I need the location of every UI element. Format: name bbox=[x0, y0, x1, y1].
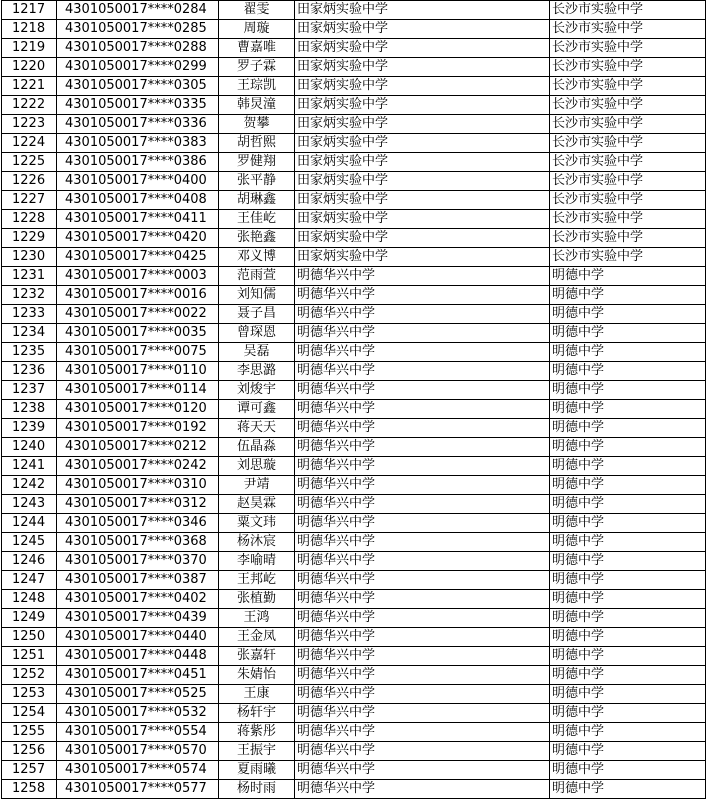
table-row bbox=[2, 77, 706, 96]
cell-number: 1242 bbox=[2, 476, 57, 495]
cell-admitted-school: 长沙市实验中学 bbox=[550, 172, 706, 191]
table-row bbox=[2, 286, 706, 305]
cell-school: 明德华兴中学 bbox=[295, 685, 550, 704]
cell-id: 4301050017****0192 bbox=[57, 419, 219, 438]
cell-name: 胡琳鑫 bbox=[219, 191, 295, 210]
table-row bbox=[2, 229, 706, 248]
cell-name: 王振宇 bbox=[219, 742, 295, 761]
cell-admitted-school: 明德中学 bbox=[550, 495, 706, 514]
table-row bbox=[2, 324, 706, 343]
cell-number: 1219 bbox=[2, 39, 57, 58]
cell-admitted-school: 明德中学 bbox=[550, 381, 706, 400]
table-row bbox=[2, 381, 706, 400]
cell-number: 1218 bbox=[2, 20, 57, 39]
table-row bbox=[2, 134, 706, 153]
cell-id: 4301050017****0577 bbox=[57, 780, 219, 799]
cell-id: 4301050017****0383 bbox=[57, 134, 219, 153]
cell-number: 1247 bbox=[2, 571, 57, 590]
cell-name: 张植勤 bbox=[219, 590, 295, 609]
cell-admitted-school: 明德中学 bbox=[550, 666, 706, 685]
cell-number: 1227 bbox=[2, 191, 57, 210]
cell-number: 1246 bbox=[2, 552, 57, 571]
cell-id: 4301050017****0420 bbox=[57, 229, 219, 248]
cell-admitted-school: 长沙市实验中学 bbox=[550, 210, 706, 229]
cell-school: 田家炳实验中学 bbox=[295, 153, 550, 172]
cell-number: 1224 bbox=[2, 134, 57, 153]
cell-admitted-school: 长沙市实验中学 bbox=[550, 20, 706, 39]
cell-id: 4301050017****0448 bbox=[57, 647, 219, 666]
table-row bbox=[2, 115, 706, 134]
cell-id: 4301050017****0554 bbox=[57, 723, 219, 742]
cell-school: 明德华兴中学 bbox=[295, 438, 550, 457]
table-row bbox=[2, 514, 706, 533]
cell-name: 蒋紫彤 bbox=[219, 723, 295, 742]
cell-id: 4301050017****0336 bbox=[57, 115, 219, 134]
cell-id: 4301050017****0411 bbox=[57, 210, 219, 229]
table-row bbox=[2, 96, 706, 115]
cell-id: 4301050017****0242 bbox=[57, 457, 219, 476]
cell-number: 1228 bbox=[2, 210, 57, 229]
cell-admitted-school: 明德中学 bbox=[550, 400, 706, 419]
cell-school: 明德华兴中学 bbox=[295, 457, 550, 476]
cell-admitted-school: 长沙市实验中学 bbox=[550, 134, 706, 153]
cell-school: 明德华兴中学 bbox=[295, 324, 550, 343]
cell-number: 1251 bbox=[2, 647, 57, 666]
cell-school: 明德华兴中学 bbox=[295, 286, 550, 305]
cell-admitted-school: 明德中学 bbox=[550, 647, 706, 666]
cell-admitted-school: 明德中学 bbox=[550, 419, 706, 438]
cell-name: 赵昊霖 bbox=[219, 495, 295, 514]
cell-admitted-school: 明德中学 bbox=[550, 552, 706, 571]
cell-number: 1217 bbox=[2, 1, 57, 20]
table-row bbox=[2, 761, 706, 780]
cell-number: 1229 bbox=[2, 229, 57, 248]
cell-admitted-school: 明德中学 bbox=[550, 362, 706, 381]
cell-school: 明德华兴中学 bbox=[295, 590, 550, 609]
cell-name: 尹靖 bbox=[219, 476, 295, 495]
cell-id: 4301050017****0574 bbox=[57, 761, 219, 780]
cell-school: 田家炳实验中学 bbox=[295, 248, 550, 267]
cell-id: 4301050017****0346 bbox=[57, 514, 219, 533]
cell-number: 1243 bbox=[2, 495, 57, 514]
cell-id: 4301050017****0451 bbox=[57, 666, 219, 685]
table-row bbox=[2, 457, 706, 476]
cell-admitted-school: 长沙市实验中学 bbox=[550, 96, 706, 115]
cell-id: 4301050017****0525 bbox=[57, 685, 219, 704]
cell-admitted-school: 明德中学 bbox=[550, 761, 706, 780]
cell-name: 朱婧怡 bbox=[219, 666, 295, 685]
cell-school: 明德华兴中学 bbox=[295, 704, 550, 723]
cell-admitted-school: 明德中学 bbox=[550, 628, 706, 647]
table-row bbox=[2, 780, 706, 799]
cell-name: 伍晶淼 bbox=[219, 438, 295, 457]
table-row bbox=[2, 267, 706, 286]
cell-name: 刘焌宇 bbox=[219, 381, 295, 400]
cell-name: 王佳屹 bbox=[219, 210, 295, 229]
table-row bbox=[2, 419, 706, 438]
cell-id: 4301050017****0110 bbox=[57, 362, 219, 381]
cell-admitted-school: 明德中学 bbox=[550, 571, 706, 590]
cell-school: 明德华兴中学 bbox=[295, 381, 550, 400]
cell-number: 1250 bbox=[2, 628, 57, 647]
cell-number: 1244 bbox=[2, 514, 57, 533]
cell-id: 4301050017****0310 bbox=[57, 476, 219, 495]
cell-admitted-school: 明德中学 bbox=[550, 286, 706, 305]
table-row bbox=[2, 305, 706, 324]
cell-admitted-school: 长沙市实验中学 bbox=[550, 153, 706, 172]
cell-number: 1232 bbox=[2, 286, 57, 305]
cell-school: 田家炳实验中学 bbox=[295, 229, 550, 248]
table-row bbox=[2, 58, 706, 77]
cell-name: 王康 bbox=[219, 685, 295, 704]
table-row bbox=[2, 609, 706, 628]
cell-id: 4301050017****0075 bbox=[57, 343, 219, 362]
table-row bbox=[2, 39, 706, 58]
table-row bbox=[2, 704, 706, 723]
table-row bbox=[2, 647, 706, 666]
cell-school: 明德华兴中学 bbox=[295, 761, 550, 780]
cell-school: 明德华兴中学 bbox=[295, 400, 550, 419]
cell-id: 4301050017****0022 bbox=[57, 305, 219, 324]
cell-admitted-school: 明德中学 bbox=[550, 742, 706, 761]
cell-number: 1258 bbox=[2, 780, 57, 799]
cell-admitted-school: 明德中学 bbox=[550, 590, 706, 609]
cell-admitted-school: 明德中学 bbox=[550, 267, 706, 286]
cell-number: 1238 bbox=[2, 400, 57, 419]
cell-number: 1249 bbox=[2, 609, 57, 628]
cell-school: 明德华兴中学 bbox=[295, 552, 550, 571]
cell-id: 4301050017****0402 bbox=[57, 590, 219, 609]
cell-name: 翟雯 bbox=[219, 1, 295, 20]
cell-admitted-school: 长沙市实验中学 bbox=[550, 1, 706, 20]
cell-name: 罗健翔 bbox=[219, 153, 295, 172]
cell-school: 明德华兴中学 bbox=[295, 343, 550, 362]
cell-school: 明德华兴中学 bbox=[295, 419, 550, 438]
cell-name: 王鸿 bbox=[219, 609, 295, 628]
cell-name: 王琮凯 bbox=[219, 77, 295, 96]
cell-name: 胡哲熙 bbox=[219, 134, 295, 153]
table-row bbox=[2, 1, 706, 20]
cell-school: 明德华兴中学 bbox=[295, 647, 550, 666]
table-row bbox=[2, 362, 706, 381]
cell-id: 4301050017****0368 bbox=[57, 533, 219, 552]
cell-school: 明德华兴中学 bbox=[295, 305, 550, 324]
table-row bbox=[2, 571, 706, 590]
cell-admitted-school: 明德中学 bbox=[550, 704, 706, 723]
cell-id: 4301050017****0120 bbox=[57, 400, 219, 419]
table-row bbox=[2, 248, 706, 267]
cell-name: 贺攀 bbox=[219, 115, 295, 134]
cell-name: 粟文玮 bbox=[219, 514, 295, 533]
cell-admitted-school: 长沙市实验中学 bbox=[550, 229, 706, 248]
cell-id: 4301050017****0312 bbox=[57, 495, 219, 514]
cell-number: 1230 bbox=[2, 248, 57, 267]
table-row bbox=[2, 552, 706, 571]
cell-admitted-school: 明德中学 bbox=[550, 324, 706, 343]
cell-admitted-school: 明德中学 bbox=[550, 343, 706, 362]
cell-school: 明德华兴中学 bbox=[295, 267, 550, 286]
cell-school: 田家炳实验中学 bbox=[295, 20, 550, 39]
cell-id: 4301050017****0335 bbox=[57, 96, 219, 115]
cell-admitted-school: 明德中学 bbox=[550, 457, 706, 476]
cell-number: 1234 bbox=[2, 324, 57, 343]
cell-admitted-school: 明德中学 bbox=[550, 514, 706, 533]
cell-admitted-school: 明德中学 bbox=[550, 476, 706, 495]
cell-id: 4301050017****0440 bbox=[57, 628, 219, 647]
cell-number: 1237 bbox=[2, 381, 57, 400]
cell-admitted-school: 长沙市实验中学 bbox=[550, 191, 706, 210]
cell-name: 张平静 bbox=[219, 172, 295, 191]
cell-name: 杨时雨 bbox=[219, 780, 295, 799]
cell-school: 明德华兴中学 bbox=[295, 609, 550, 628]
table-row bbox=[2, 590, 706, 609]
cell-id: 4301050017****0016 bbox=[57, 286, 219, 305]
cell-id: 4301050017****0003 bbox=[57, 267, 219, 286]
cell-name: 邓义博 bbox=[219, 248, 295, 267]
cell-id: 4301050017****0299 bbox=[57, 58, 219, 77]
cell-school: 田家炳实验中学 bbox=[295, 134, 550, 153]
cell-number: 1241 bbox=[2, 457, 57, 476]
cell-school: 田家炳实验中学 bbox=[295, 210, 550, 229]
cell-name: 聂子昌 bbox=[219, 305, 295, 324]
table-row bbox=[2, 476, 706, 495]
cell-school: 明德华兴中学 bbox=[295, 362, 550, 381]
cell-school: 明德华兴中学 bbox=[295, 571, 550, 590]
cell-name: 韩炅潼 bbox=[219, 96, 295, 115]
cell-number: 1236 bbox=[2, 362, 57, 381]
cell-name: 刘知儒 bbox=[219, 286, 295, 305]
cell-school: 田家炳实验中学 bbox=[295, 115, 550, 134]
cell-id: 4301050017****0114 bbox=[57, 381, 219, 400]
cell-id: 4301050017****0425 bbox=[57, 248, 219, 267]
cell-name: 曾琛恩 bbox=[219, 324, 295, 343]
cell-admitted-school: 长沙市实验中学 bbox=[550, 77, 706, 96]
cell-number: 1248 bbox=[2, 590, 57, 609]
cell-id: 4301050017****0408 bbox=[57, 191, 219, 210]
table-row bbox=[2, 343, 706, 362]
cell-admitted-school: 明德中学 bbox=[550, 438, 706, 457]
cell-name: 李喻晴 bbox=[219, 552, 295, 571]
cell-name: 周璇 bbox=[219, 20, 295, 39]
cell-number: 1252 bbox=[2, 666, 57, 685]
cell-name: 曹嘉唯 bbox=[219, 39, 295, 58]
table-row bbox=[2, 400, 706, 419]
table-row bbox=[2, 438, 706, 457]
cell-id: 4301050017****0400 bbox=[57, 172, 219, 191]
table-row bbox=[2, 723, 706, 742]
cell-admitted-school: 长沙市实验中学 bbox=[550, 115, 706, 134]
cell-admitted-school: 明德中学 bbox=[550, 723, 706, 742]
cell-name: 罗子霖 bbox=[219, 58, 295, 77]
cell-name: 杨沐宸 bbox=[219, 533, 295, 552]
cell-number: 1221 bbox=[2, 77, 57, 96]
cell-school: 明德华兴中学 bbox=[295, 514, 550, 533]
cell-number: 1255 bbox=[2, 723, 57, 742]
table-row bbox=[2, 628, 706, 647]
cell-id: 4301050017****0570 bbox=[57, 742, 219, 761]
cell-name: 蒋天天 bbox=[219, 419, 295, 438]
cell-school: 明德华兴中学 bbox=[295, 533, 550, 552]
cell-admitted-school: 明德中学 bbox=[550, 609, 706, 628]
cell-school: 明德华兴中学 bbox=[295, 742, 550, 761]
table-row bbox=[2, 666, 706, 685]
cell-name: 夏雨曦 bbox=[219, 761, 295, 780]
cell-name: 王金凤 bbox=[219, 628, 295, 647]
cell-number: 1239 bbox=[2, 419, 57, 438]
table-row bbox=[2, 533, 706, 552]
cell-admitted-school: 明德中学 bbox=[550, 533, 706, 552]
cell-number: 1223 bbox=[2, 115, 57, 134]
cell-id: 4301050017****0387 bbox=[57, 571, 219, 590]
cell-number: 1256 bbox=[2, 742, 57, 761]
cell-number: 1240 bbox=[2, 438, 57, 457]
cell-school: 田家炳实验中学 bbox=[295, 39, 550, 58]
cell-id: 4301050017****0305 bbox=[57, 77, 219, 96]
cell-id: 4301050017****0370 bbox=[57, 552, 219, 571]
cell-name: 张艳鑫 bbox=[219, 229, 295, 248]
table-row bbox=[2, 172, 706, 191]
table-row bbox=[2, 191, 706, 210]
cell-number: 1235 bbox=[2, 343, 57, 362]
table-row bbox=[2, 20, 706, 39]
cell-id: 4301050017****0288 bbox=[57, 39, 219, 58]
table-row bbox=[2, 210, 706, 229]
cell-id: 4301050017****0532 bbox=[57, 704, 219, 723]
cell-admitted-school: 明德中学 bbox=[550, 685, 706, 704]
cell-name: 刘思璇 bbox=[219, 457, 295, 476]
cell-school: 明德华兴中学 bbox=[295, 666, 550, 685]
table-row bbox=[2, 685, 706, 704]
cell-id: 4301050017****0386 bbox=[57, 153, 219, 172]
cell-admitted-school: 长沙市实验中学 bbox=[550, 39, 706, 58]
cell-name: 王邦屹 bbox=[219, 571, 295, 590]
cell-name: 吴磊 bbox=[219, 343, 295, 362]
cell-admitted-school: 明德中学 bbox=[550, 780, 706, 799]
cell-number: 1231 bbox=[2, 267, 57, 286]
cell-number: 1253 bbox=[2, 685, 57, 704]
cell-number: 1257 bbox=[2, 761, 57, 780]
cell-school: 明德华兴中学 bbox=[295, 495, 550, 514]
cell-number: 1245 bbox=[2, 533, 57, 552]
cell-number: 1225 bbox=[2, 153, 57, 172]
cell-school: 田家炳实验中学 bbox=[295, 191, 550, 210]
table-row bbox=[2, 742, 706, 761]
cell-id: 4301050017****0212 bbox=[57, 438, 219, 457]
cell-school: 田家炳实验中学 bbox=[295, 1, 550, 20]
cell-school: 田家炳实验中学 bbox=[295, 172, 550, 191]
cell-admitted-school: 长沙市实验中学 bbox=[550, 248, 706, 267]
cell-name: 范雨萱 bbox=[219, 267, 295, 286]
cell-school: 明德华兴中学 bbox=[295, 476, 550, 495]
cell-number: 1226 bbox=[2, 172, 57, 191]
cell-school: 田家炳实验中学 bbox=[295, 77, 550, 96]
table-row bbox=[2, 153, 706, 172]
cell-name: 杨轩宇 bbox=[219, 704, 295, 723]
cell-number: 1222 bbox=[2, 96, 57, 115]
cell-admitted-school: 长沙市实验中学 bbox=[550, 58, 706, 77]
cell-admitted-school: 明德中学 bbox=[550, 305, 706, 324]
cell-id: 4301050017****0285 bbox=[57, 20, 219, 39]
cell-number: 1254 bbox=[2, 704, 57, 723]
cell-school: 明德华兴中学 bbox=[295, 780, 550, 799]
table-body bbox=[2, 1, 706, 799]
cell-id: 4301050017****0439 bbox=[57, 609, 219, 628]
cell-number: 1233 bbox=[2, 305, 57, 324]
cell-school: 田家炳实验中学 bbox=[295, 58, 550, 77]
cell-id: 4301050017****0035 bbox=[57, 324, 219, 343]
cell-name: 谭可鑫 bbox=[219, 400, 295, 419]
table-row bbox=[2, 495, 706, 514]
cell-school: 明德华兴中学 bbox=[295, 723, 550, 742]
cell-name: 李思潞 bbox=[219, 362, 295, 381]
cell-school: 明德华兴中学 bbox=[295, 628, 550, 647]
student-table bbox=[1, 0, 706, 799]
cell-school: 田家炳实验中学 bbox=[295, 96, 550, 115]
cell-number: 1220 bbox=[2, 58, 57, 77]
cell-name: 张嘉轩 bbox=[219, 647, 295, 666]
cell-id: 4301050017****0284 bbox=[57, 1, 219, 20]
